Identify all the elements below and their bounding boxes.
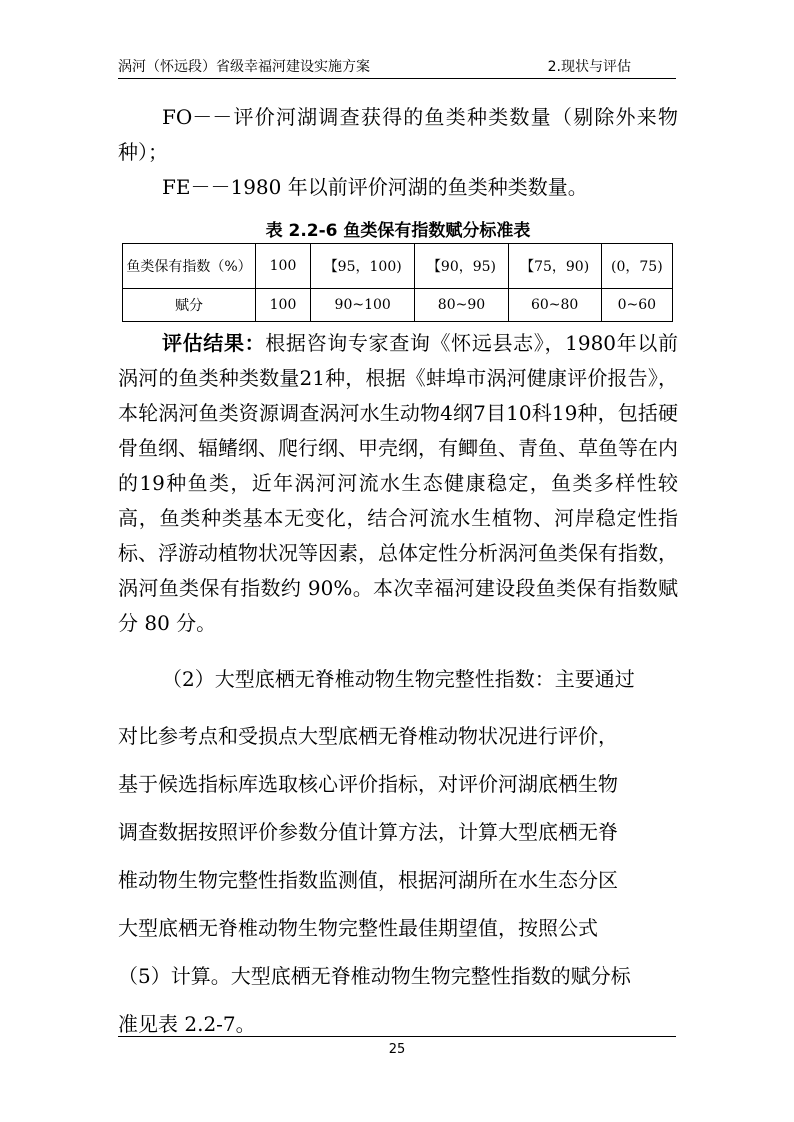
table-cell: 【90，95) (415, 244, 508, 289)
section2-intro: （2）大型底栖无脊椎动物生物完整性指数：主要通过 (162, 667, 635, 691)
table-cell: 【95，100) (311, 244, 415, 289)
table-row (123, 289, 673, 322)
definition-fo: FO－－评价河湖调查获得的鱼类种类数量（剔除外来物种）； (118, 105, 678, 164)
section2-line: 基于候选指标库选取核心评价指标，对评价河湖底栖生物 (118, 772, 618, 796)
section2-line: 对比参考点和受损点大型底栖无脊椎动物状况进行评价， (118, 724, 618, 748)
section2-body (118, 712, 678, 1048)
section2-line: 椎动物生物完整性指数监测值，根据河湖所在水生态分区 (118, 868, 618, 892)
table-caption: 表 2.2-6 鱼类保有指数赋分标准表 (265, 221, 531, 241)
section2-line: 准见表 2.2-7。 (118, 1012, 256, 1036)
table-cell: 100 (256, 244, 311, 289)
footer-rule (118, 1036, 676, 1037)
section2-line: 大型底栖无脊椎动物生物完整性最佳期望值，按照公式 (118, 916, 598, 940)
assessment-text: 根据咨询专家查询《怀远县志》，1980年以前涡河的鱼类种类数量21种，根据《蚌埠市涡河健康评价报告》，本轮涡河鱼类资源调查涡河水生动物4纲7目10科19种，包括硬骨鱼纲、辐鳍纲、爬行纲、甲壳纲，有鲫鱼、青鱼、草鱼等在内的19种鱼类，近年涡河河流水生态健康稳定，鱼类多样性较高，鱼类种类基本无变化，结合河流水生植物、河岸稳定性指标、浮游动植物状况等因素，总体定性分析涡河鱼类保有指数，涡河鱼类保有指数约 90%。本次幸福河建设段鱼类保有指数赋分 80 分。 (118, 331, 678, 635)
table-cell: 90~100 (311, 289, 415, 322)
header-document-title: 涡河（怀远段）省级幸福河建设实施方案 (118, 59, 370, 75)
page-number: 25 (388, 1042, 406, 1057)
table-cell: 【75，90) (508, 244, 601, 289)
assessment-paragraph (118, 326, 678, 641)
assessment-label: 评估结果： (162, 331, 266, 355)
scoring-table (122, 243, 673, 322)
table-cell: 赋分 (123, 289, 256, 322)
table-cell: 60~80 (508, 289, 601, 322)
section2-line: 调查数据按照评价参数分值计算方法，计算大型底栖无脊 (118, 820, 618, 844)
table-cell: 鱼类保有指数（%） (123, 244, 256, 289)
table-cell: (0，75) (601, 244, 672, 289)
table-row (123, 244, 673, 289)
section2-line: （5）计算。大型底栖无脊椎动物生物完整性指数的赋分标 (118, 964, 631, 988)
table-cell: 0~60 (601, 289, 672, 322)
table-cell: 80~90 (415, 289, 508, 322)
header-section-title: 2.现状与评估 (547, 59, 631, 75)
page-header (118, 52, 676, 79)
table-cell: 100 (256, 289, 311, 322)
definition-fe: FE－－1980 年以前评价河湖的鱼类种类数量。 (162, 175, 588, 199)
